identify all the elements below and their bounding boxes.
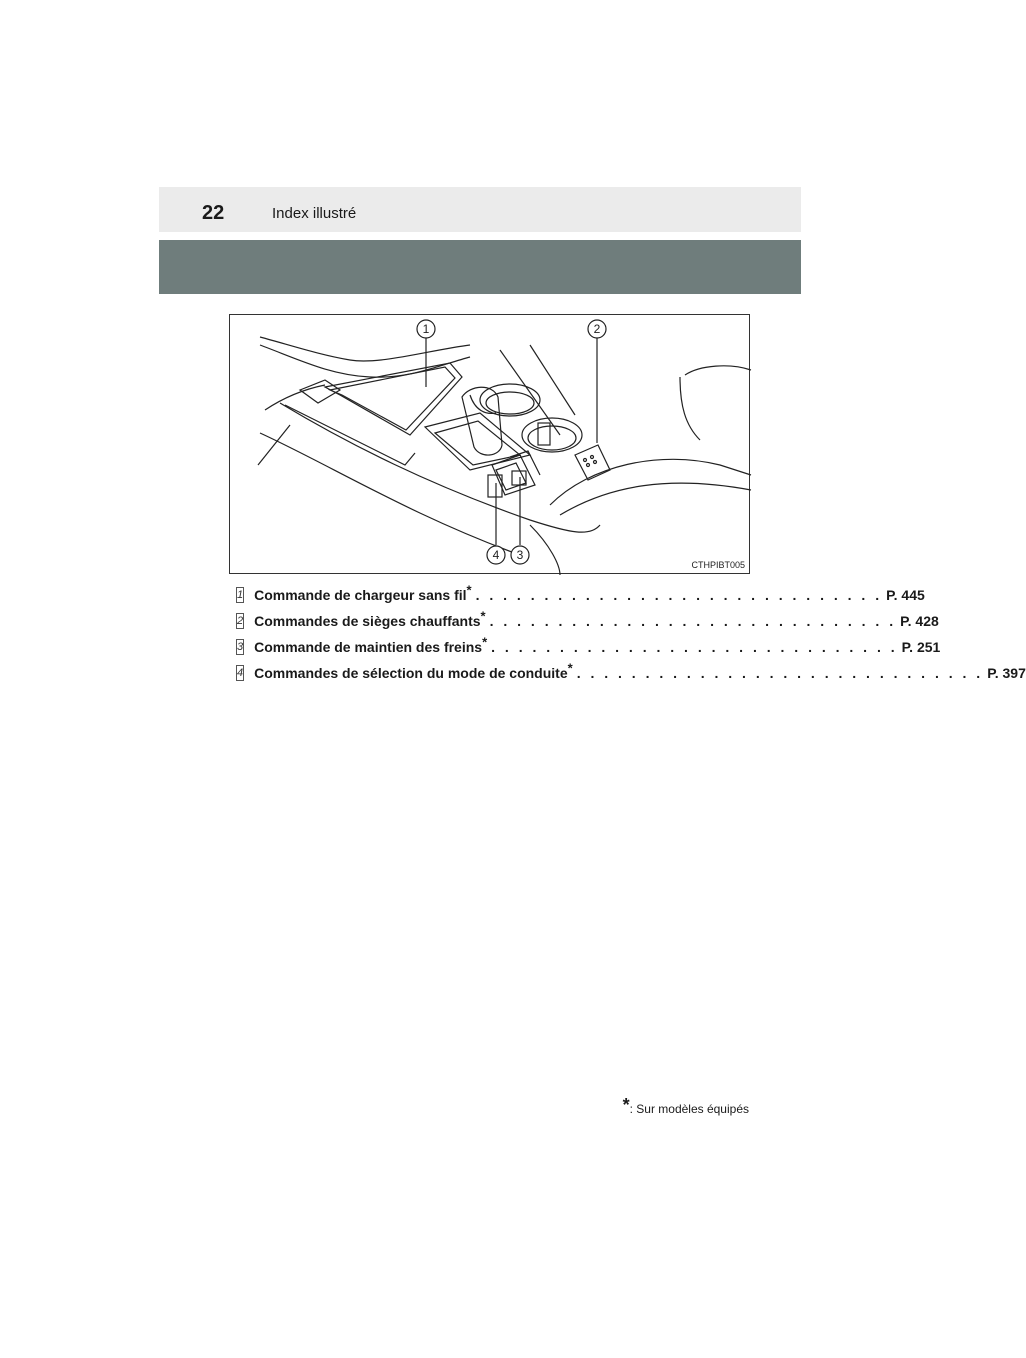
console-illustration — [229, 314, 750, 574]
item-list — [236, 582, 1026, 686]
page-reference-link[interactable]: P. 251 — [901, 639, 941, 655]
item-number: 4 — [237, 667, 244, 679]
item-label: Commandes de sièges chauffants* — [254, 608, 486, 629]
item-number: 2 — [237, 615, 244, 627]
callout-2-label: 2 — [593, 322, 601, 336]
page-reference-link[interactable]: P. 445 — [886, 587, 925, 603]
page-number: 22 — [202, 202, 225, 224]
footnote-star: * — [622, 1095, 630, 1115]
item-number: 3 — [237, 641, 244, 653]
footnote-text: : Sur modèles équipés — [629, 1102, 749, 1116]
callout-1-label: 1 — [422, 322, 430, 336]
list-item — [236, 634, 941, 660]
leader-dots: . . . . . . . . . . . . . . . . . . . . . . . . . . . . . . — [489, 613, 897, 629]
figure-code: CTHPIBT005 — [691, 560, 745, 570]
leader-dots: . . . . . . . . . . . . . . . . . . . . . . . . . . . . . . — [576, 665, 984, 681]
section-title: Index illustré — [272, 205, 357, 222]
item-label: Commande de maintien des freins* — [254, 634, 488, 655]
item-number: 1 — [237, 589, 244, 601]
page-reference-link[interactable]: P. 397 — [987, 665, 1026, 681]
item-label: Commandes de sélection du mode de conduite* — [254, 660, 573, 681]
footnote — [623, 1095, 749, 1116]
callout-4-label: 4 — [492, 548, 500, 562]
header-bar — [159, 187, 801, 232]
list-item — [236, 608, 939, 634]
callout-3-label: 3 — [516, 548, 524, 562]
console-line-drawing — [230, 315, 751, 575]
section-band — [159, 240, 801, 294]
list-item — [236, 660, 1026, 686]
item-label: Commande de chargeur sans fil* — [254, 582, 472, 603]
leader-dots: . . . . . . . . . . . . . . . . . . . . . . . . . . . . . . — [491, 639, 898, 655]
list-item — [236, 582, 925, 608]
leader-dots: . . . . . . . . . . . . . . . . . . . . . . . . . . . . . . — [475, 587, 883, 603]
page-reference-link[interactable]: P. 428 — [900, 613, 939, 629]
